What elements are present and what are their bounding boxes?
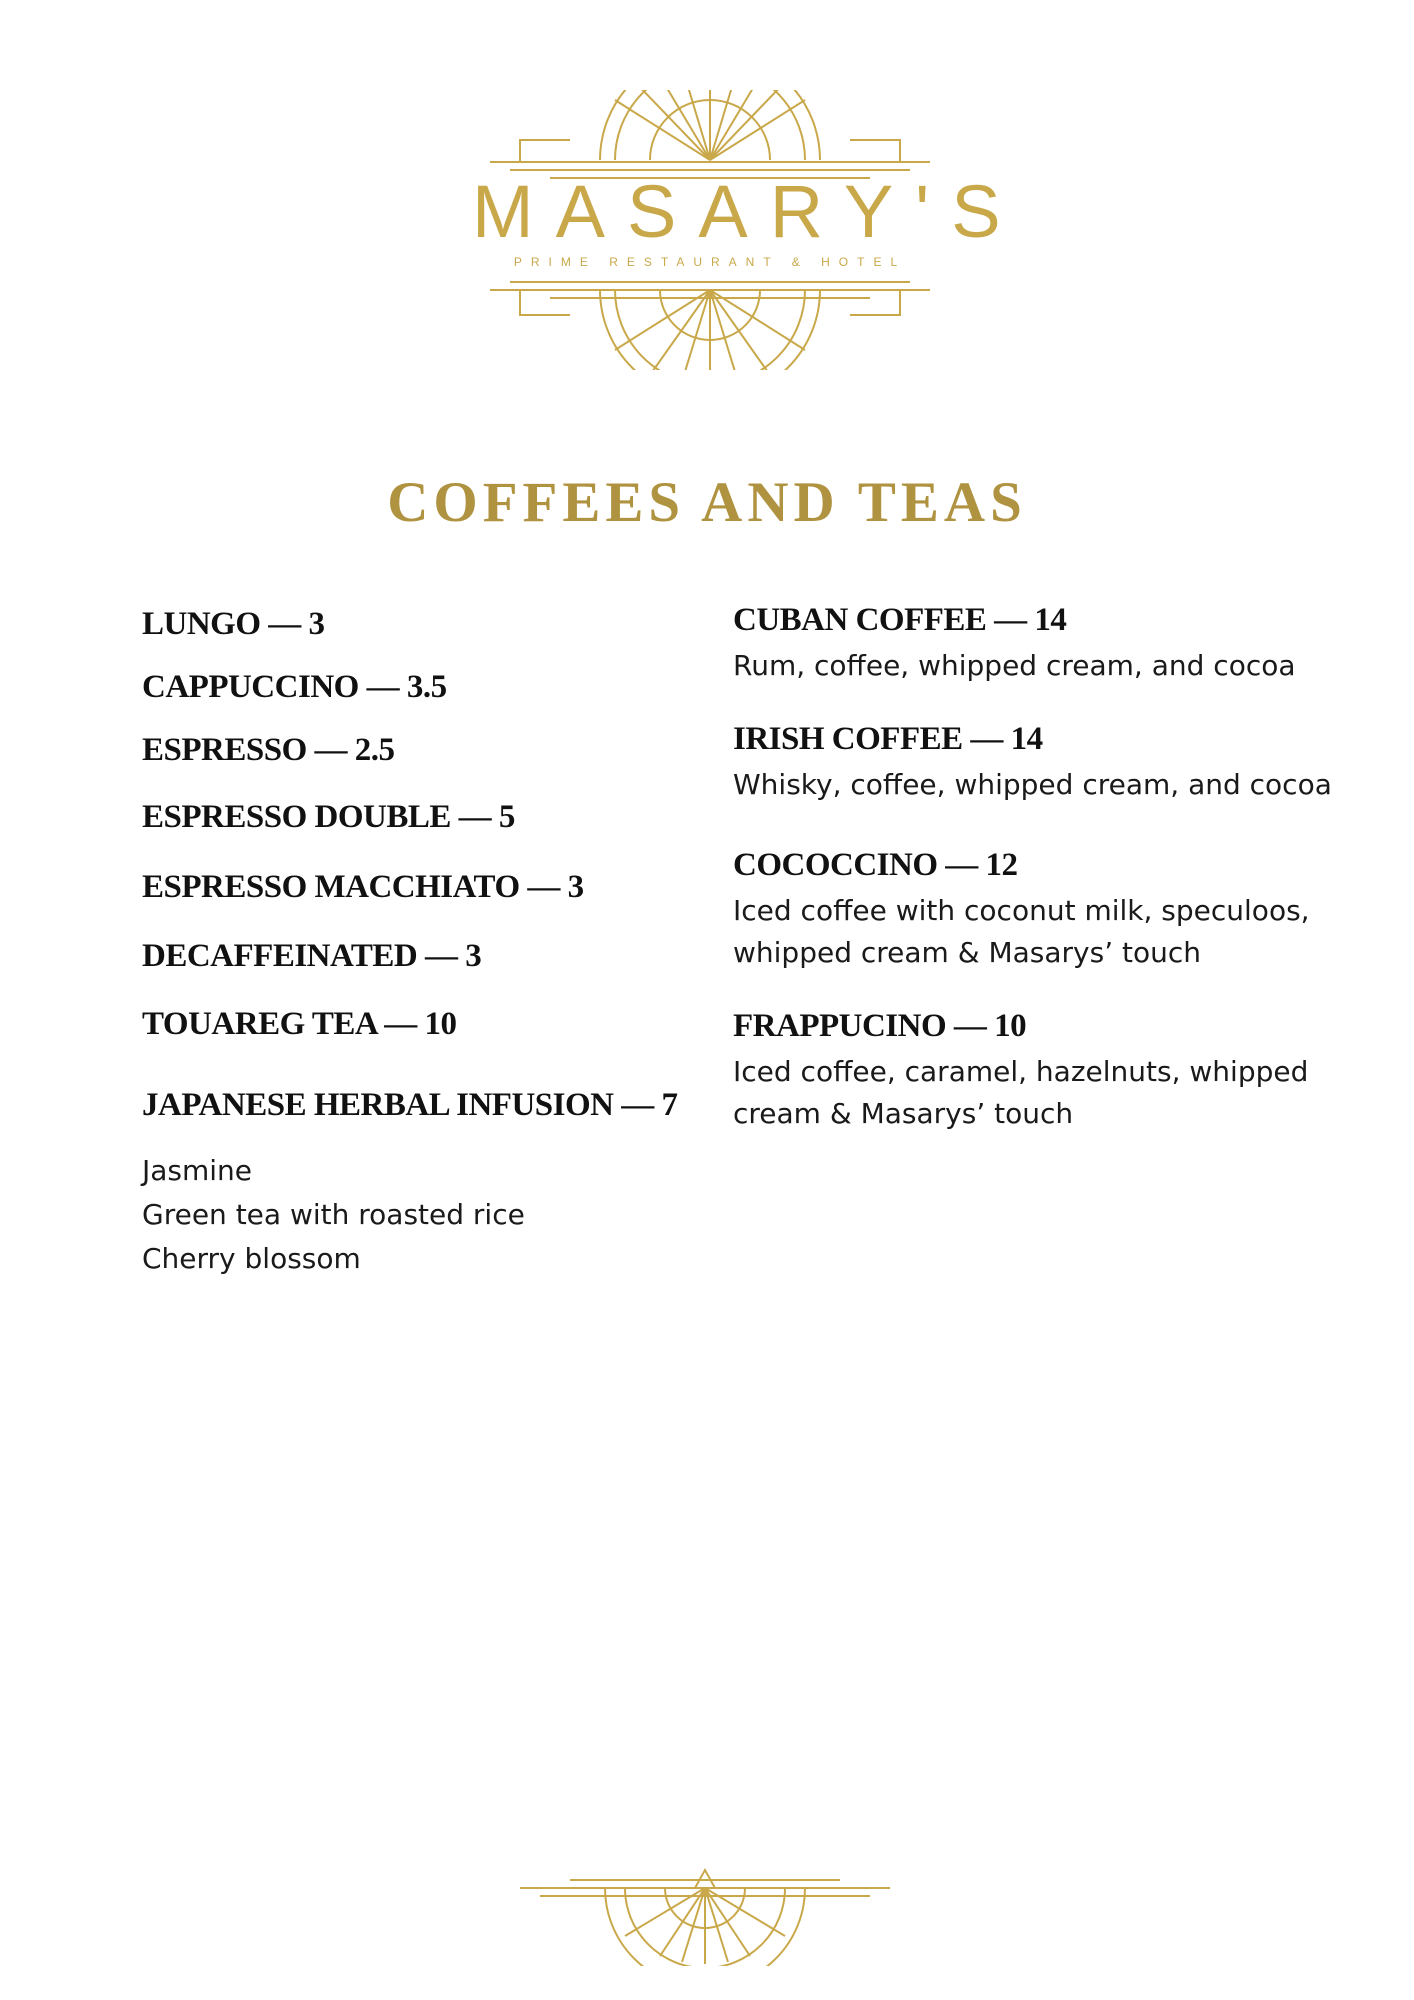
menu-item-decaffeinated: DECAFFEINATED — 3 [142, 938, 482, 974]
art-deco-fan-icon [510, 1866, 900, 1966]
menu-item-lungo: LUNGO — 3 [142, 606, 325, 642]
item-description: Rum, coffee, whipped cream, and cocoa [733, 649, 1296, 682]
menu-item-japanese-herbal-infusion: JAPANESE HERBAL INFUSION — 7 [142, 1087, 678, 1123]
infusion-option: Jasmine [142, 1154, 253, 1187]
menu-item-espresso-double: ESPRESSO DOUBLE — 5 [142, 799, 515, 835]
menu-item-touareg-tea: TOUAREG TEA — 10 [142, 1006, 457, 1042]
menu-item-espresso-macchiato: ESPRESSO MACCHIATO — 3 [142, 869, 584, 905]
menu-item-cuban-coffee: CUBAN COFFEE — 14 [733, 602, 1067, 638]
infusion-option: Green tea with roasted rice [142, 1198, 525, 1231]
menu-item-irish-coffee: IRISH COFFEE — 14 [733, 721, 1043, 757]
infusion-option: Cherry blossom [142, 1242, 361, 1275]
item-description: cream & Masarys’ touch [733, 1097, 1074, 1130]
menu-item-cappuccino: CAPPUCCINO — 3.5 [142, 669, 447, 705]
menu-item-cococcino: COCOCCINO — 12 [733, 847, 1018, 883]
footer-fan-ornament [510, 1866, 900, 1966]
brand-tagline: PRIME RESTAURANT & HOTEL [513, 255, 907, 269]
item-description: Whisky, coffee, whipped cream, and cocoa [733, 768, 1332, 801]
menu-section-title: COFFEES AND TEAS [387, 471, 1027, 534]
menu-item-espresso: ESPRESSO — 2.5 [142, 732, 395, 768]
brand-name: MASARY'S [472, 170, 1023, 253]
item-description: Iced coffee, caramel, hazelnuts, whipped [733, 1055, 1309, 1088]
item-description: whipped cream & Masarys’ touch [733, 936, 1201, 969]
item-description: Iced coffee with coconut milk, speculoos, [733, 894, 1310, 927]
menu-item-frappucino: FRAPPUCINO — 10 [733, 1008, 1027, 1044]
